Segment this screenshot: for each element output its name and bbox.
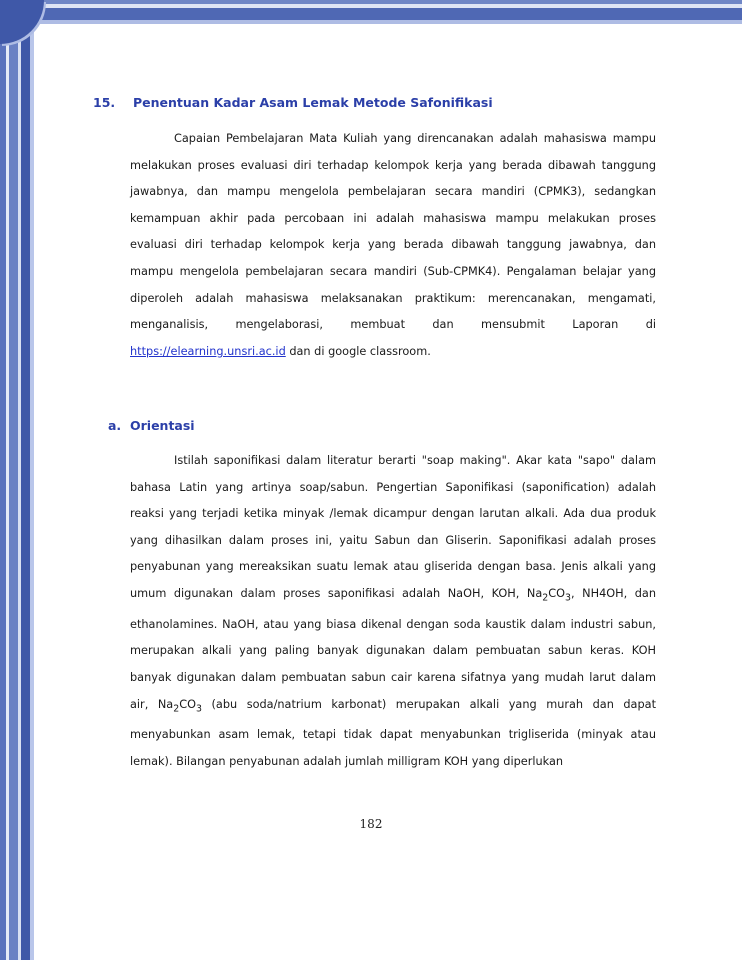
corner-ornament	[0, 0, 44, 44]
subsection-heading	[108, 418, 195, 433]
intro-text-end: dan di google classroom.	[285, 344, 431, 358]
subscript: 2	[542, 592, 549, 604]
section-title: Penentuan Kadar Asam Lemak Metode Safonifikasi	[133, 95, 493, 110]
orientasi-text: CO	[179, 697, 196, 711]
orientasi-text: Istilah saponifikasi dalam literatur berarti "soap making". Akar kata "sapo" dalam bahasa Latin yang artinya soap/sabun. Pengertian Saponifikasi (saponification) adalah reaksi yang terjadi ketika minyak /lemak dicampur dengan larutan alkali. Ada dua produk yang dihasilkan dalam proses ini, yaitu Sabun dan Gliserin. Saponifikasi adalah proses penyabunan yang mereaksikan suatu lemak atau gliserida dengan basa. Jenis alkali yang umum digunakan dalam proses saponifikasi adalah NaOH, KOH, Na	[130, 454, 656, 600]
orientasi-text: (abu soda/natrium karbonat) merupakan alkali yang murah dan dapat menyabunkan asam lemak, tetapi tidak dapat menyabunkan trigliserida (minyak atau lemak). Bilangan penyabunan adalah jumlah milligram KOH yang diperlukan	[130, 697, 656, 769]
page-border-top	[0, 0, 742, 24]
elearning-link[interactable]: https://elearning.unsri.ac.id	[130, 344, 286, 358]
section-number: 15.	[93, 95, 116, 110]
section-heading	[93, 95, 693, 110]
page-border-left	[0, 0, 34, 960]
intro-text: Capaian Pembelajaran Mata Kuliah yang direncanakan adalah mahasiswa mampu melakukan proses evaluasi diri terhadap kelompok kerja yang berada dibawah tanggung jawabnya, dan mampu mengelola pembelajaran secara mandiri (CPMK3), sedangkan kemampuan akhir pada percobaan ini adalah mahasiswa mampu melakukan proses evaluasi diri terhadap kelompok kerja yang berada dibawah tanggung jawabnya, dan mampu mengelola pembelajaran secara mandiri (Sub-CPMK4). Pengalaman belajar yang diperoleh adalah mahasiswa melaksanakan praktikum: merencanakan, mengamati, menganalisis, mengelaborasi, membuat dan mensubmit Laporan di	[130, 132, 656, 332]
subsection-title: Orientasi	[130, 418, 195, 433]
orientasi-paragraph	[130, 448, 656, 776]
subsection-letter: a.	[108, 418, 122, 433]
page-number: 182	[359, 817, 383, 831]
intro-paragraph	[130, 126, 656, 365]
orientasi-text: , NH4OH, dan ethanolamines. NaOH, atau yang biasa dikenal dengan soda kaustik dalam industri sabun, merupakan alkali yang paling banyak digunakan dalam pembuatan sabun keras. KOH banyak digunakan dalam pembuatan sabun cair karena sifatnya yang mudah larut dalam air, Na	[130, 586, 657, 711]
subscript: 2	[173, 702, 180, 714]
subscript: 3	[565, 592, 572, 604]
orientasi-text: CO	[548, 586, 566, 600]
subscript: 3	[195, 702, 202, 714]
